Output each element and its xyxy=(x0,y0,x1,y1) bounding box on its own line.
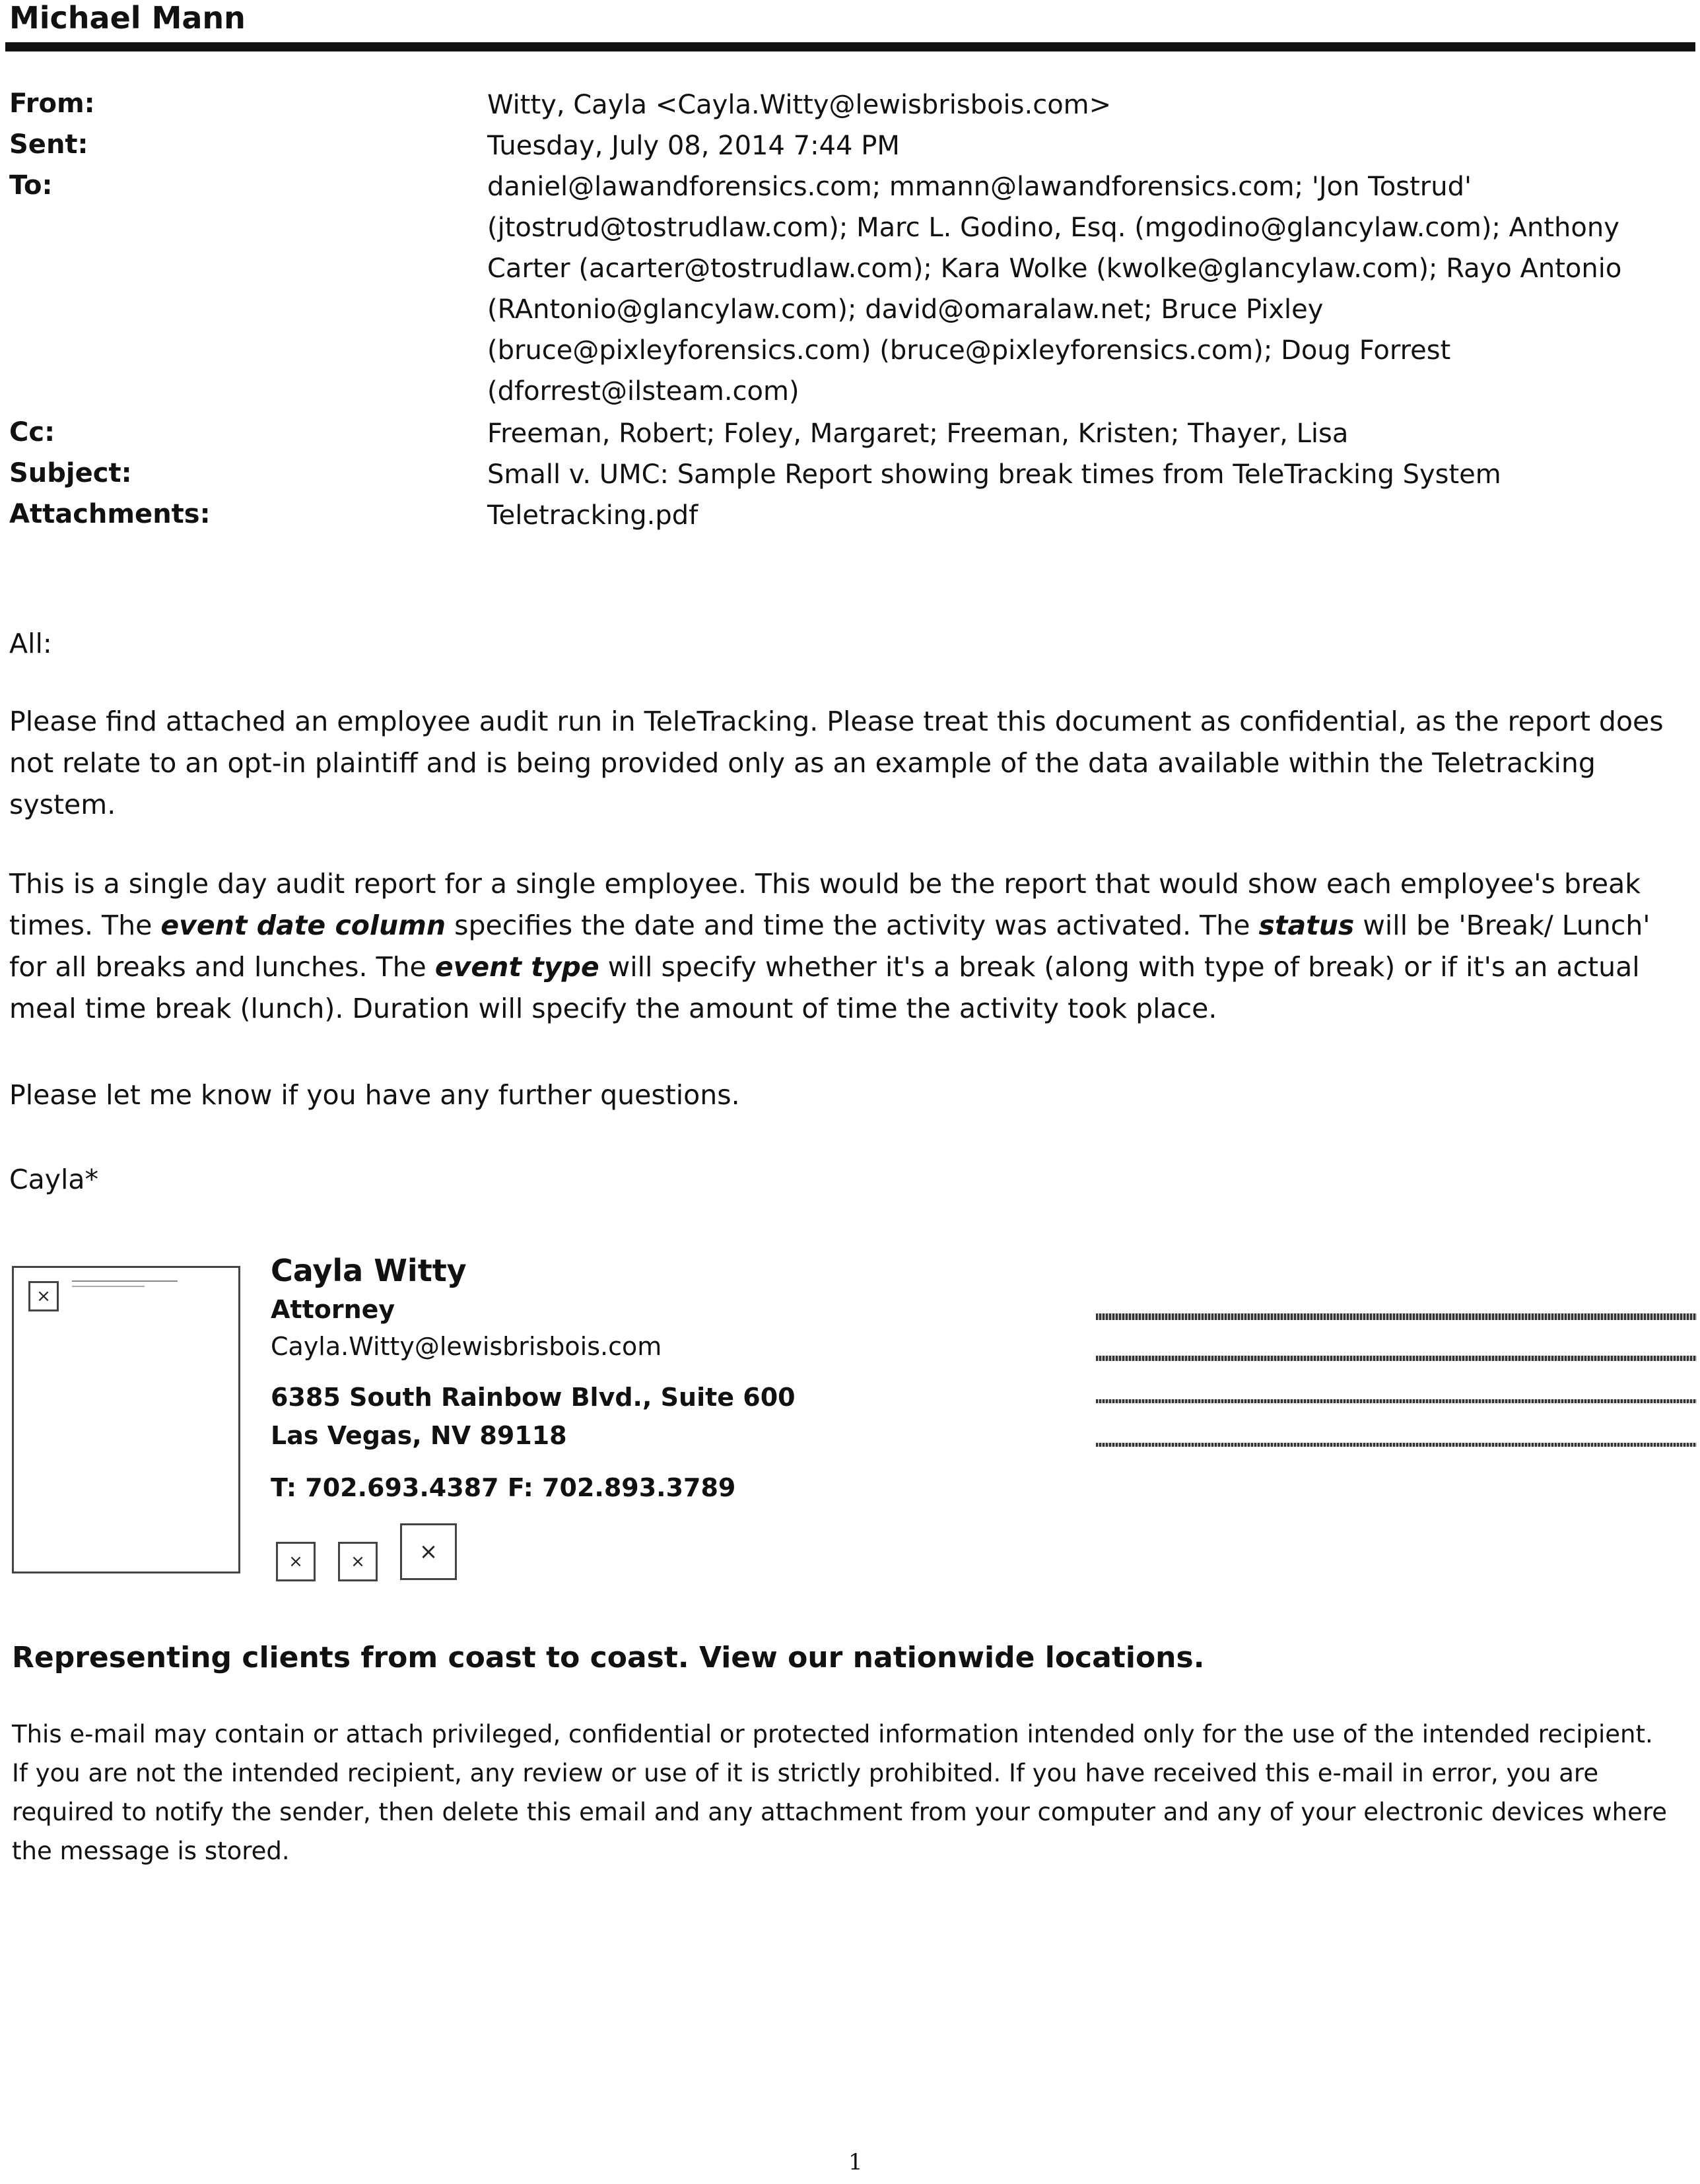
social-icon-2[interactable]: × xyxy=(338,1542,378,1581)
cc-label: Cc: xyxy=(9,417,55,447)
address-line-1: 6385 South Rainbow Blvd., Suite 600 xyxy=(271,1383,796,1412)
body-paragraph-3: Please let me know if you have any further questions. xyxy=(9,1079,740,1111)
to-label: To: xyxy=(9,170,53,201)
p2-emphasis-event-type: event type xyxy=(434,951,599,983)
social-icon-1[interactable]: × xyxy=(276,1542,316,1581)
attachments-value[interactable]: Teletracking.pdf xyxy=(487,500,698,531)
owner-name: Michael Mann xyxy=(9,0,246,36)
signature-name: Cayla Witty xyxy=(271,1253,467,1288)
logo-placeholder-lines xyxy=(72,1278,178,1292)
body-paragraph-1: Please find attached an employee audit run in TeleTracking. Please treat this document as confidential, as the report does not relate to an opt-in plaintiff and is being provided only as an example of the data available within the Teletracking system. xyxy=(9,706,1664,820)
p2-text-d: will specify whether it's a break (along with type of break) or if it's an actual meal time break (lunch). Duration will specify the amount of time the activity took place. xyxy=(9,951,1640,1024)
signature-title: Attorney xyxy=(271,1295,395,1324)
footer-tagline[interactable]: Representing clients from coast to coast. View our nationwide locations. xyxy=(12,1641,1205,1674)
from-value: Witty, Cayla <Cayla.Witty@lewisbrisbois.com> xyxy=(487,90,1112,120)
signoff: Cayla* xyxy=(9,1164,99,1195)
redaction-line-3 xyxy=(1096,1399,1697,1403)
body-paragraph-2 xyxy=(9,863,1686,1030)
social-icon-3[interactable]: × xyxy=(400,1523,457,1580)
page-number: 1 xyxy=(848,2149,863,2175)
p2-text-b: specifies the date and time the activity was activated. The xyxy=(446,910,1259,941)
attachments-label: Attachments: xyxy=(9,499,211,529)
p2-emphasis-event-date: event date column xyxy=(160,910,446,941)
subject-value: Small v. UMC: Sample Report showing break times from TeleTracking System xyxy=(487,459,1501,490)
footer-disclaimer: This e-mail may contain or attach privileged, confidential or protected information intended only for the use of the intended recipient. If you are not the intended recipient, any review or use of it is strictly prohibited. If you have received this e-mail in error, you are required to notify the sender, then delete this email and any attachment from your computer and any of your electronic devices where the message is stored. xyxy=(12,1720,1668,1865)
signature-email[interactable]: Cayla.Witty@lewisbrisbois.com xyxy=(271,1332,662,1361)
cc-value: Freeman, Robert; Foley, Margaret; Freeman, Kristen; Thayer, Lisa xyxy=(487,418,1349,449)
signature-address xyxy=(271,1378,796,1455)
p2-text-c: will be 'Break/ Lunch' for all breaks and lunches. The xyxy=(9,910,1650,983)
redaction-line-4 xyxy=(1096,1443,1697,1447)
address-line-2: Las Vegas, NV 89118 xyxy=(271,1421,567,1450)
sent-label: Sent: xyxy=(9,129,88,160)
from-label: From: xyxy=(9,88,95,119)
owner-rule xyxy=(5,42,1695,51)
greeting: All: xyxy=(9,628,52,659)
signature-phone: T: 702.693.4387 F: 702.893.3789 xyxy=(271,1473,736,1502)
p2-text-a: This is a single day audit report for a single employee. This would be the report that would show each employee's break times. The xyxy=(9,868,1641,941)
subject-label: Subject: xyxy=(9,458,132,488)
signature-logo-frame xyxy=(12,1266,240,1573)
p2-emphasis-status: status xyxy=(1258,910,1355,941)
redaction-line-2 xyxy=(1096,1356,1697,1361)
to-value: daniel@lawandforensics.com; mmann@lawandforensics.com; 'Jon Tostrud' (jtostrud@tostrudlaw.com); Marc L. Godino, Esq. (mgodino@glancylaw.com); Anthony Carter (acarter@tostrudlaw.com); Kara Wolke (kwolke@glancylaw.com); Rayo Antonio (RAntonio@glancylaw.com); david@omaralaw.net; Bruce Pixley (bruce@pixleyforensics.com) (bruce@pixleyforensics.com); Doug Forrest (dforrest@ilsteam.com) xyxy=(487,172,1622,407)
sent-value: Tuesday, July 08, 2014 7:44 PM xyxy=(487,131,900,161)
redaction-line-1 xyxy=(1096,1313,1697,1320)
broken-image-icon: × xyxy=(28,1281,59,1311)
